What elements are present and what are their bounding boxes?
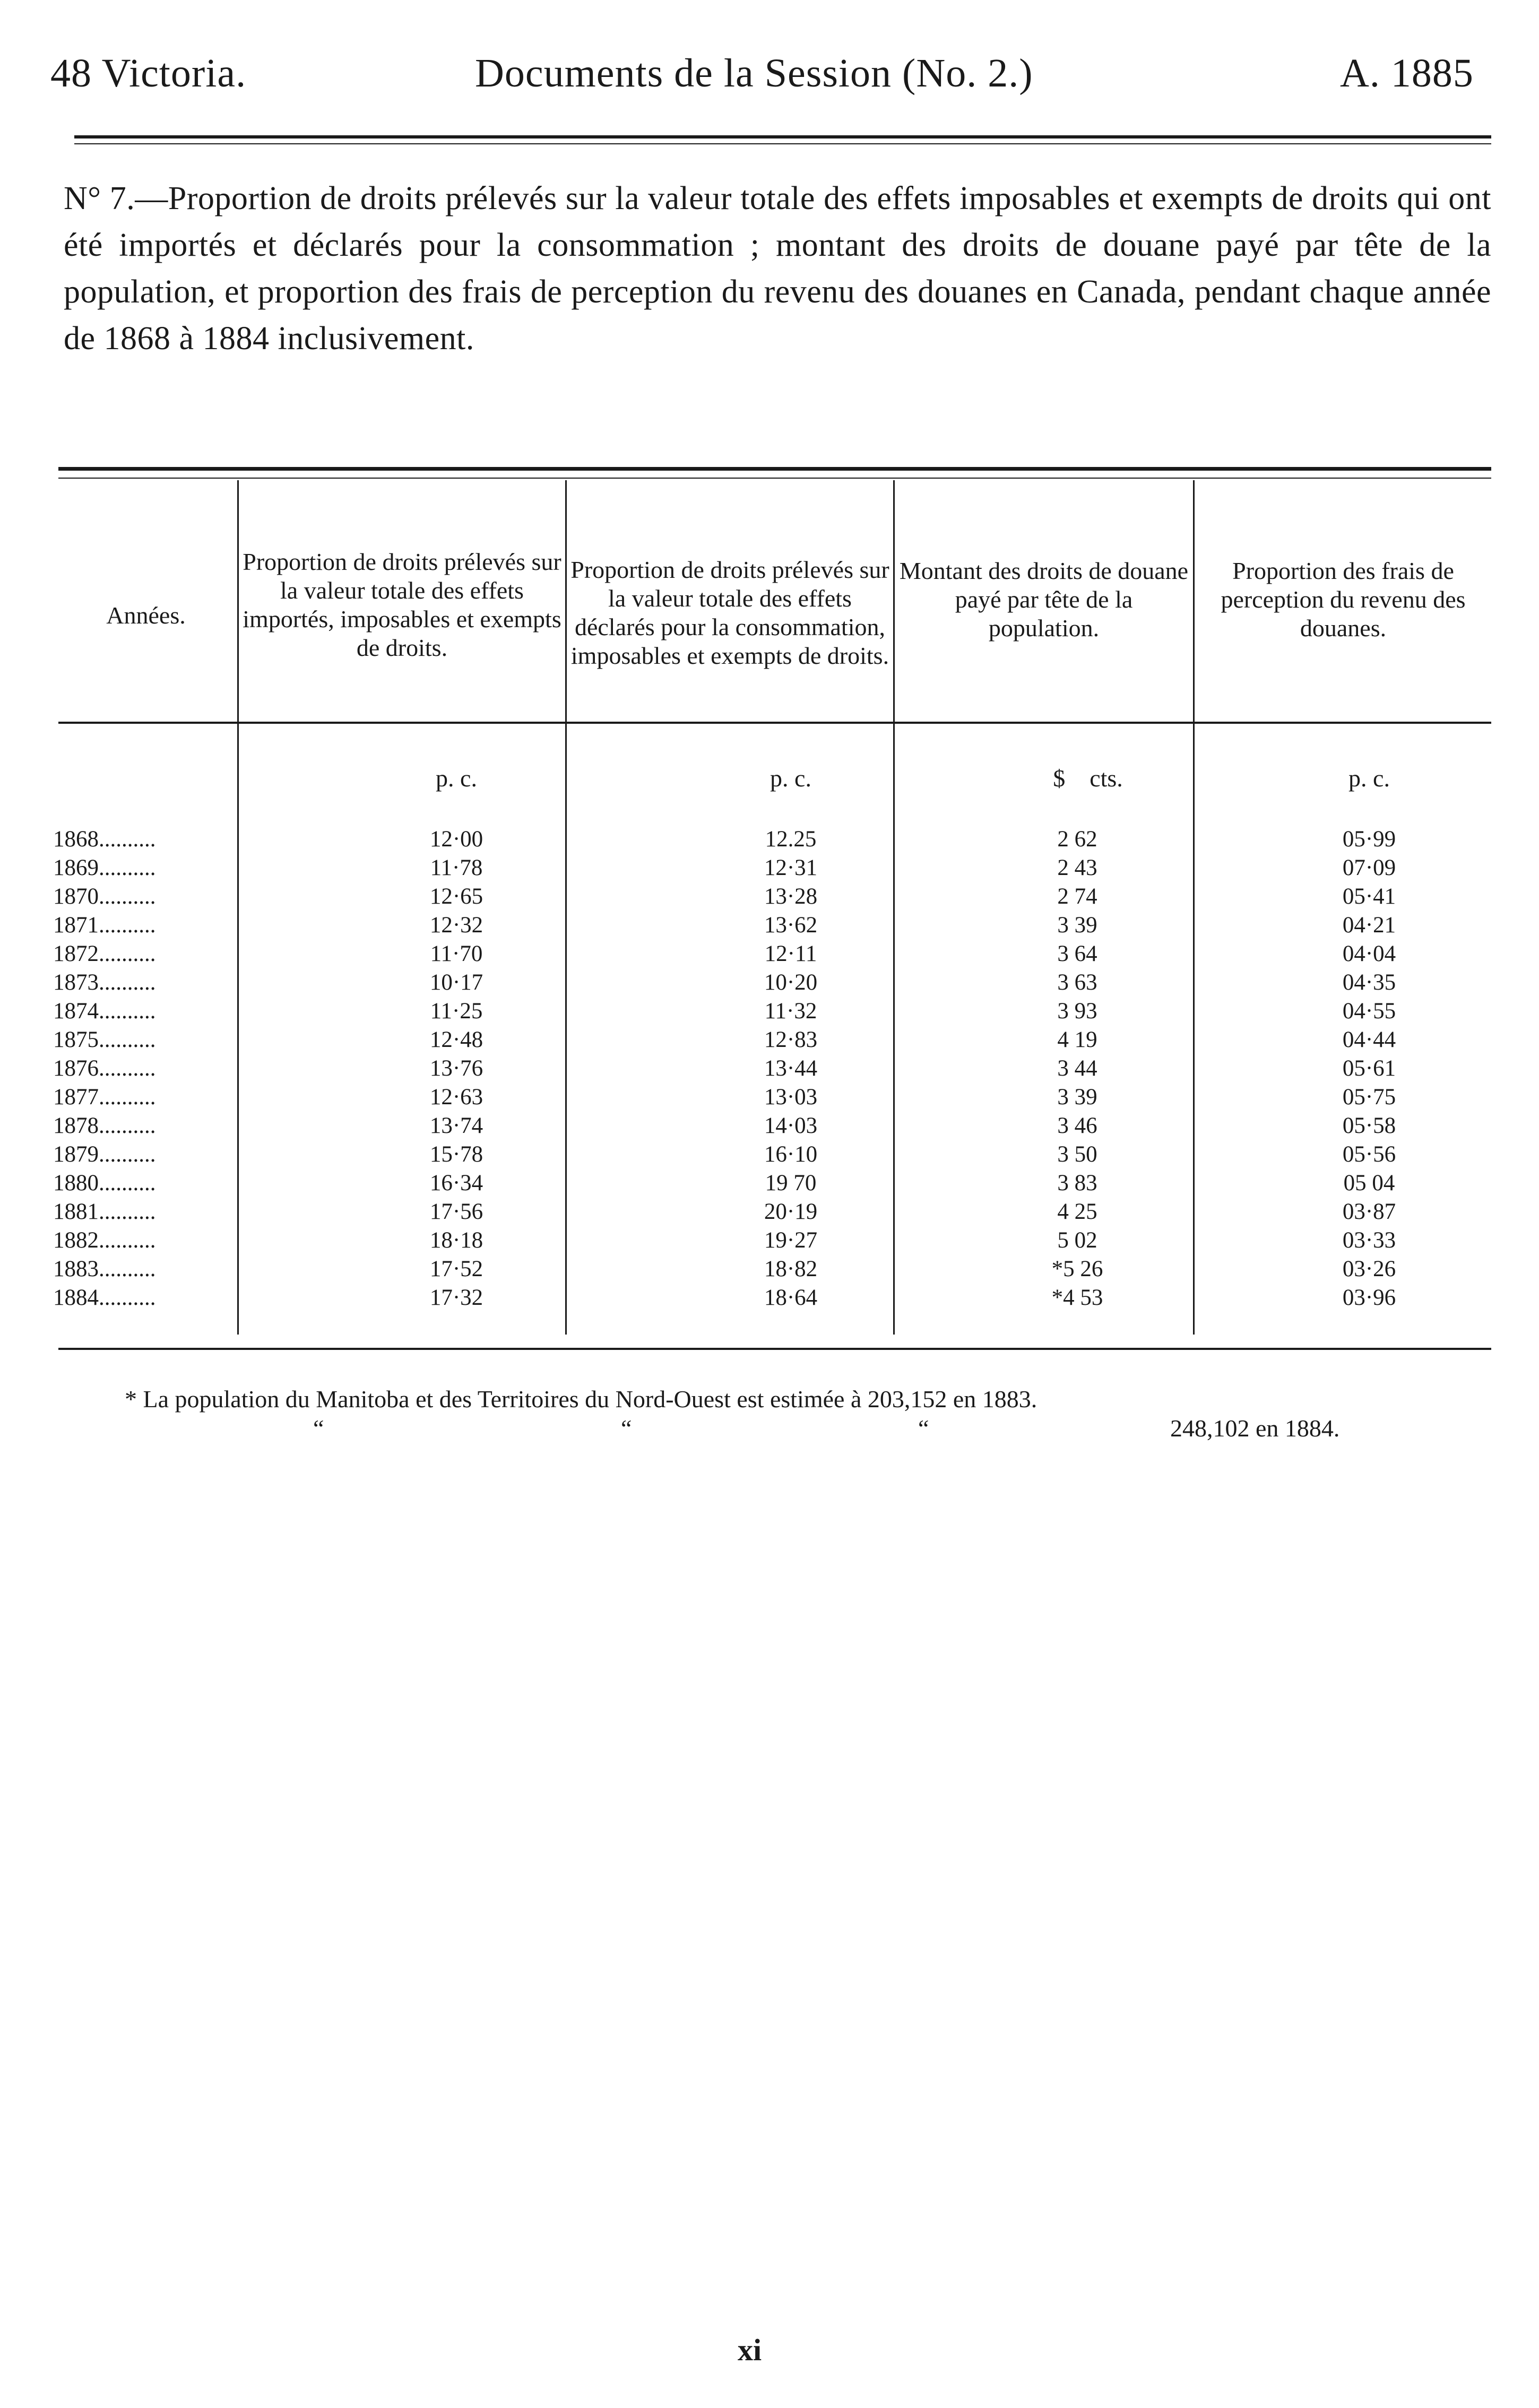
row-year: 1876.......... bbox=[53, 1056, 156, 1081]
cell-imported-pct: 12·65 bbox=[429, 884, 483, 909]
cell-collection-cost-pct: 05·75 bbox=[1342, 1085, 1396, 1110]
cell-duty-per-capita: 4 25 bbox=[1057, 1199, 1097, 1224]
cell-imported-pct: 12·00 bbox=[429, 827, 483, 852]
cell-imported-pct: 13·76 bbox=[429, 1056, 483, 1081]
cell-collection-cost-pct: 04·55 bbox=[1342, 999, 1396, 1024]
cell-duty-per-capita: 3 44 bbox=[1057, 1056, 1097, 1081]
column-separator bbox=[237, 480, 239, 1335]
column-separator bbox=[893, 480, 895, 1335]
cell-duty-per-capita: 2 62 bbox=[1057, 827, 1097, 852]
cell-duty-per-capita: 3 39 bbox=[1057, 1085, 1097, 1110]
cell-duty-per-capita: 3 50 bbox=[1057, 1142, 1097, 1167]
cell-declared-pct: 12·31 bbox=[764, 855, 818, 880]
table-top-rule-thin bbox=[58, 478, 1491, 479]
row-year: 1873.......... bbox=[53, 970, 156, 995]
cell-declared-pct: 10·20 bbox=[764, 970, 818, 995]
unit-col4: p. c. bbox=[1348, 765, 1390, 792]
running-head-center: Documents de la Session (No. 2.) bbox=[475, 51, 1033, 96]
cell-collection-cost-pct: 03·96 bbox=[1342, 1285, 1396, 1310]
row-year: 1879.......... bbox=[53, 1142, 156, 1167]
cell-collection-cost-pct: 05·41 bbox=[1342, 884, 1396, 909]
footnote-ditto: “ bbox=[918, 1415, 929, 1442]
row-year: 1880.......... bbox=[53, 1171, 156, 1196]
cell-collection-cost-pct: 04·04 bbox=[1342, 941, 1396, 966]
cell-imported-pct: 10·17 bbox=[429, 970, 483, 995]
cell-imported-pct: 17·56 bbox=[429, 1199, 483, 1224]
cell-declared-pct: 11·32 bbox=[764, 999, 817, 1024]
cell-imported-pct: 11·25 bbox=[430, 999, 483, 1024]
unit-col1: p. c. bbox=[436, 765, 477, 792]
cell-duty-per-capita: 3 64 bbox=[1057, 941, 1097, 966]
head-rule-thick bbox=[74, 135, 1491, 138]
cell-collection-cost-pct: 05·61 bbox=[1342, 1056, 1396, 1081]
cell-duty-per-capita: 3 63 bbox=[1057, 970, 1097, 995]
cell-duty-per-capita: *5 26 bbox=[1051, 1257, 1103, 1281]
unit-col3: $ cts. bbox=[1053, 765, 1123, 792]
table-title-text: —Proportion de droits prélevés sur la valeur totale des effets imposables et exempts de droits qui ont été importés et déclarés pour la consommation ; montant des droits de douane payé par tête de la population, et proportion des frais de perception du revenu des douanes en Canada, pendant chaque année de 1868 à 1884 inclusivement. bbox=[64, 180, 1491, 357]
cell-imported-pct: 17·52 bbox=[429, 1257, 483, 1281]
table-bottom-rule bbox=[58, 1348, 1491, 1350]
cell-imported-pct: 18·18 bbox=[429, 1228, 483, 1253]
cell-duty-per-capita: *4 53 bbox=[1051, 1285, 1103, 1310]
cell-declared-pct: 19·27 bbox=[764, 1228, 818, 1253]
cell-imported-pct: 16·34 bbox=[429, 1171, 483, 1196]
running-head-right: A. 1885 bbox=[1340, 51, 1474, 96]
cell-imported-pct: 15·78 bbox=[429, 1142, 483, 1167]
cell-collection-cost-pct: 05·99 bbox=[1342, 827, 1396, 852]
header-bottom-rule bbox=[58, 722, 1491, 724]
column-header-per-capita: Montant des droits de douane payé par tête de la population. bbox=[899, 557, 1189, 642]
cell-declared-pct: 12.25 bbox=[765, 827, 817, 852]
column-header-imported: Proportion de droits prélevés sur la valeur totale des effets importés, imposables et exempts de droits. bbox=[243, 548, 561, 661]
cell-duty-per-capita: 5 02 bbox=[1057, 1228, 1097, 1253]
cell-duty-per-capita: 2 43 bbox=[1057, 855, 1097, 880]
cell-imported-pct: 11·78 bbox=[430, 855, 483, 880]
cell-duty-per-capita: 4 19 bbox=[1057, 1027, 1097, 1052]
cell-declared-pct: 12·83 bbox=[764, 1027, 818, 1052]
column-separator bbox=[565, 480, 567, 1335]
cell-declared-pct: 13·28 bbox=[764, 884, 818, 909]
cell-imported-pct: 17·32 bbox=[429, 1285, 483, 1310]
row-year: 1878.......... bbox=[53, 1113, 156, 1138]
cell-duty-per-capita: 3 39 bbox=[1057, 913, 1097, 938]
cell-duty-per-capita: 3 46 bbox=[1057, 1113, 1097, 1138]
cell-declared-pct: 13·62 bbox=[764, 913, 818, 938]
column-separator bbox=[1193, 480, 1195, 1335]
cell-declared-pct: 13·03 bbox=[764, 1085, 818, 1110]
cell-collection-cost-pct: 04·44 bbox=[1342, 1027, 1396, 1052]
table-title bbox=[64, 175, 1491, 362]
cell-duty-per-capita: 2 74 bbox=[1057, 884, 1097, 909]
cell-collection-cost-pct: 05·58 bbox=[1342, 1113, 1396, 1138]
cell-collection-cost-pct: 03·87 bbox=[1342, 1199, 1396, 1224]
cell-imported-pct: 12·63 bbox=[429, 1085, 483, 1110]
running-head-left: 48 Victoria. bbox=[50, 51, 247, 96]
cell-declared-pct: 14·03 bbox=[764, 1113, 818, 1138]
row-year: 1877.......... bbox=[53, 1085, 156, 1110]
row-year: 1869.......... bbox=[53, 855, 156, 880]
row-year: 1875.......... bbox=[53, 1027, 156, 1052]
cell-collection-cost-pct: 03·33 bbox=[1342, 1228, 1396, 1253]
cell-declared-pct: 18·64 bbox=[764, 1285, 818, 1310]
cell-declared-pct: 18·82 bbox=[764, 1257, 818, 1281]
table-number: N° 7. bbox=[64, 180, 135, 216]
cell-declared-pct: 13·44 bbox=[764, 1056, 818, 1081]
cell-duty-per-capita: 3 93 bbox=[1057, 999, 1097, 1024]
cell-declared-pct: 19 70 bbox=[765, 1171, 817, 1196]
row-year: 1883.......... bbox=[53, 1257, 156, 1281]
cell-duty-per-capita: 3 83 bbox=[1057, 1171, 1097, 1196]
column-header-declared: Proportion de droits prélevés sur la valeur totale des effets déclarés pour la consommation, imposables et exempts de droits. bbox=[570, 556, 889, 669]
row-year: 1882.......... bbox=[53, 1228, 156, 1253]
row-year: 1870.......... bbox=[53, 884, 156, 909]
cell-declared-pct: 16·10 bbox=[764, 1142, 818, 1167]
footnote-ditto: “ bbox=[313, 1415, 324, 1442]
cell-collection-cost-pct: 04·35 bbox=[1342, 970, 1396, 995]
row-year: 1872.......... bbox=[53, 941, 156, 966]
cell-imported-pct: 11·70 bbox=[430, 941, 483, 966]
row-year: 1868.......... bbox=[53, 827, 156, 852]
column-header-years: Années. bbox=[106, 602, 186, 629]
cell-imported-pct: 12·32 bbox=[429, 913, 483, 938]
row-year: 1874.......... bbox=[53, 999, 156, 1024]
footnote-ditto: “ bbox=[621, 1415, 632, 1442]
cell-declared-pct: 20·19 bbox=[764, 1199, 818, 1224]
unit-col2: p. c. bbox=[770, 765, 811, 792]
footnote-line-1: * La population du Manitoba et des Territoires du Nord-Ouest est estimée à 203,152 en 1883. bbox=[125, 1385, 1037, 1413]
head-rule-thin bbox=[74, 143, 1491, 144]
cell-collection-cost-pct: 05·56 bbox=[1342, 1142, 1396, 1167]
row-year: 1871.......... bbox=[53, 913, 156, 938]
cell-collection-cost-pct: 03·26 bbox=[1342, 1257, 1396, 1281]
cell-imported-pct: 12·48 bbox=[429, 1027, 483, 1052]
row-year: 1881.......... bbox=[53, 1199, 156, 1224]
footnote-line-2-value: 248,102 en 1884. bbox=[1170, 1415, 1340, 1442]
cell-collection-cost-pct: 05 04 bbox=[1343, 1171, 1395, 1196]
table-top-rule bbox=[58, 467, 1491, 471]
cell-collection-cost-pct: 04·21 bbox=[1342, 913, 1396, 938]
cell-collection-cost-pct: 07·09 bbox=[1342, 855, 1396, 880]
row-year: 1884.......... bbox=[53, 1285, 156, 1310]
column-header-collection-cost: Proportion des frais de perception du revenu des douanes. bbox=[1221, 557, 1466, 642]
page-number: xi bbox=[738, 2333, 762, 2367]
cell-imported-pct: 13·74 bbox=[429, 1113, 483, 1138]
cell-declared-pct: 12·11 bbox=[764, 941, 817, 966]
